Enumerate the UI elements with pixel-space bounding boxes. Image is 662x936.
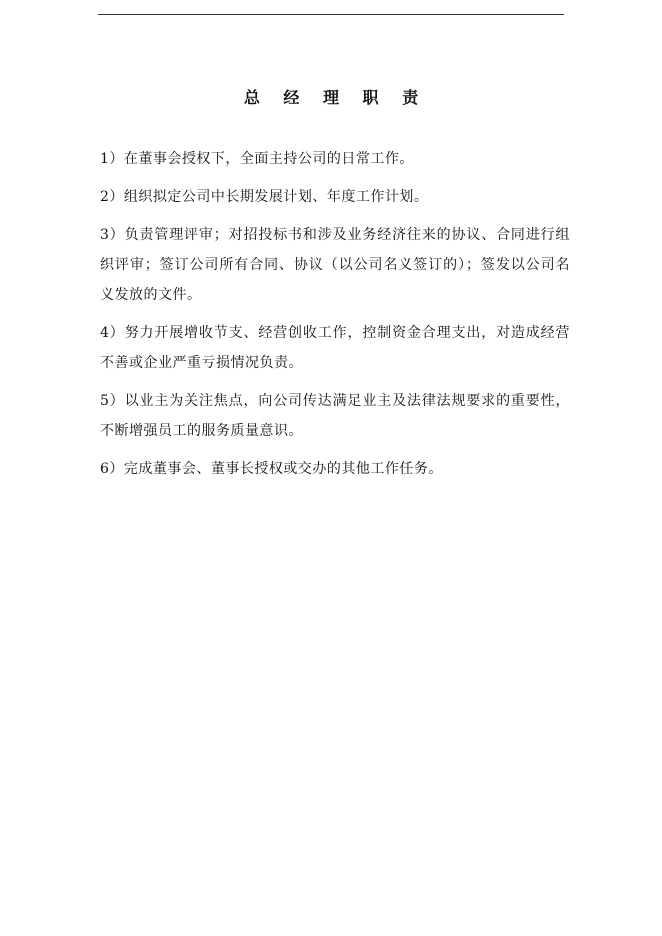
duty-item-5: 5）以业主为关注焦点，向公司传达满足业主及法律法规要求的重要性，不断增强员工的服务质量意识。 xyxy=(100,393,570,439)
duty-item-1: 1）在董事会授权下，全面主持公司的日常工作。 xyxy=(100,151,414,167)
duty-item-2: 2）组织拟定公司中长期发展计划、年度工作计划。 xyxy=(100,189,429,205)
document-title: 总 经 理 职 责 xyxy=(243,88,428,107)
document-body xyxy=(100,144,570,492)
duty-item-3: 3）负责管理评审；对招投标书和涉及业务经济往来的协议、合同进行组织评审；签订公司所有合同、协议（以公司名义签订的）；签发以公司名义发放的文件。 xyxy=(100,227,570,303)
duty-item-6: 6）完成董事会、董事长授权或交办的其他工作任务。 xyxy=(100,461,443,477)
header-rule xyxy=(98,14,564,15)
duty-item-4: 4）努力开展增收节支、经营创收工作，控制资金合理支出，对造成经营不善或企业严重亏损情况负责。 xyxy=(100,325,570,371)
